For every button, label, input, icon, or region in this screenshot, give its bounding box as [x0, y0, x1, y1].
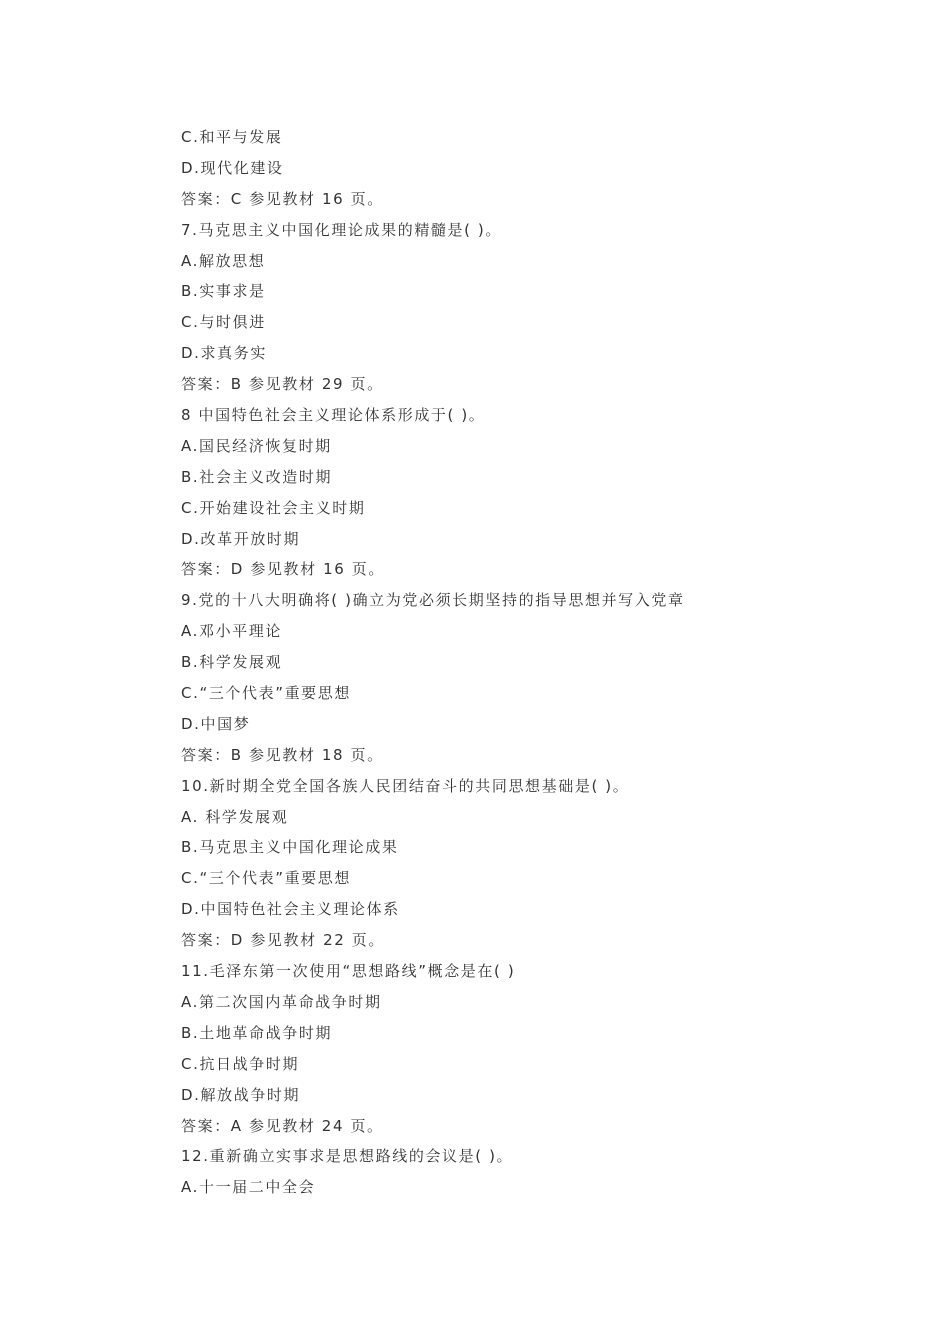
option-line: D.中国特色社会主义理论体系 — [181, 900, 400, 919]
option-line: B.土地革命战争时期 — [181, 1023, 333, 1042]
option-line: D.改革开放时期 — [181, 529, 301, 548]
answer-line: 答案：D 参见教材 22 页。 — [181, 931, 385, 950]
option-line: C.抗日战争时期 — [181, 1054, 300, 1073]
question-line: 12.重新确立实事求是思想路线的会议是( )。 — [181, 1147, 514, 1166]
option-line: B.实事求是 — [181, 282, 266, 301]
question-line: 8 中国特色社会主义理论体系形成于( )。 — [181, 406, 486, 425]
option-line: C.“三个代表”重要思想 — [181, 684, 351, 703]
document-body — [181, 122, 821, 1203]
question-line: 7.马克思主义中国化理论成果的精髓是( )。 — [181, 220, 502, 239]
option-line: C.和平与发展 — [181, 128, 283, 146]
option-line: B.科学发展观 — [181, 653, 283, 672]
option-line: A. 科学发展观 — [181, 807, 289, 826]
answer-line: 答案：C 参见教材 16 页。 — [181, 189, 384, 208]
option-line: A.邓小平理论 — [181, 622, 282, 641]
option-line: C.“三个代表”重要思想 — [181, 869, 351, 888]
question-line: 11.毛泽东第一次使用“思想路线”概念是在( ) — [181, 962, 516, 981]
question-line: 9.党的十八大明确将( )确立为党必须长期坚持的指导思想并写入党章 — [181, 591, 685, 610]
option-line: B.社会主义改造时期 — [181, 467, 333, 486]
option-line: A.十一届二中全会 — [181, 1178, 316, 1197]
option-line: B.马克思主义中国化理论成果 — [181, 838, 399, 857]
option-line: D.现代化建设 — [181, 158, 284, 177]
answer-line: 答案：B 参见教材 18 页。 — [181, 745, 384, 764]
option-line: A.国民经济恢复时期 — [181, 436, 332, 455]
option-line: D.中国梦 — [181, 714, 251, 733]
option-line: C.与时俱进 — [181, 313, 266, 332]
answer-line: 答案：B 参见教材 29 页。 — [181, 375, 384, 394]
option-line: C.开始建设社会主义时期 — [181, 498, 366, 517]
option-line: A.第二次国内革命战争时期 — [181, 992, 382, 1011]
option-line: D.解放战争时期 — [181, 1085, 301, 1104]
answer-line: 答案：D 参见教材 16 页。 — [181, 560, 385, 579]
option-line: A.解放思想 — [181, 251, 266, 270]
answer-line: 答案：A 参见教材 24 页。 — [181, 1116, 384, 1135]
question-line: 10.新时期全党全国各族人民团结奋斗的共同思想基础是( )。 — [181, 776, 630, 795]
option-line: D.求真务实 — [181, 344, 267, 363]
